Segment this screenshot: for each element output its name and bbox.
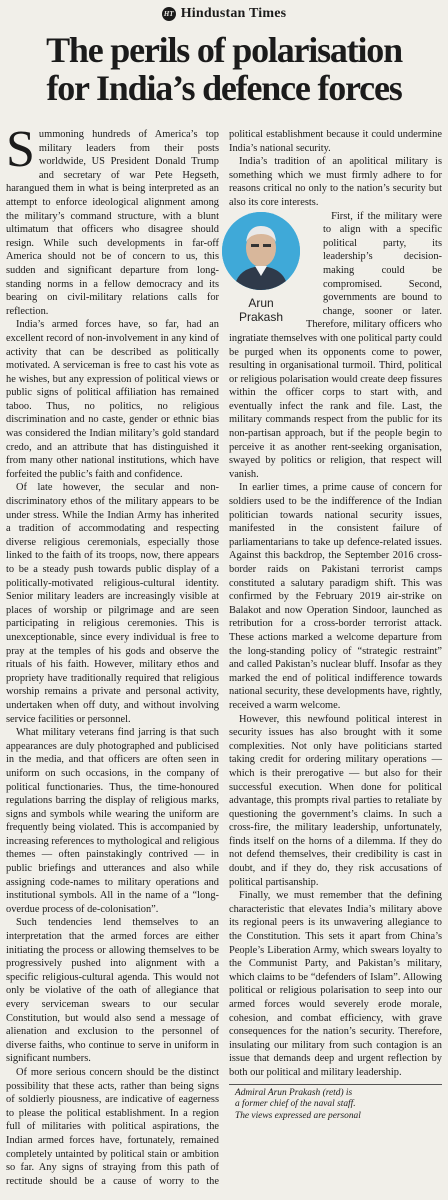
author-portrait-box: [209, 212, 313, 344]
paragraph-1: Summoning hundreds of America’s top military leaders from their posts worldwide, US President Donald Trump and secretary of war Pete Hegseth, harangued them in what is being interpreted as an attempt to enforce ideological alignment among the military’s command structure, with a blunt ultimatum that officers who disagree should resign. While such developments in far-off America should not be of concern to us, this sudden and significant departure from long-standing norms in a fellow democracy and its bearing on civil-military relations calls for reflection.: [6, 121, 219, 317]
paragraph-2: India’s armed forces have, so far, had an excellent record of non-involvement in any kind of activity that can be described as politically motivated. A serviceman is free to cast his vote as he wishes, but any expression of political views or public signs of political affiliation has remained taboo. Thus, no politics, no religious discrimination and no caste, gender or ethnic bias was considered the Indian military’s gold standard credo, and an attribute that has distinguished it from many other national institutions, which have forfeited the public’s faith and confidence.: [6, 319, 219, 480]
newspaper-name: Hindustan Times: [180, 6, 287, 21]
newspaper-logo-icon: HT: [162, 7, 176, 21]
paragraph-11: Finally, we must remember that the defining characteristic that elevates India’s military above its regional peers is its unwavering allegiance to the Constitution. This sets it apart from China’s People’s Liberation Army, which swears loyalty to the Communist Party, and Pakistan’s military, which claims to be “defenders of Islam”. Allowing political or religious polarisation to seep into our armed forces would severely erode morale, cohesion, and combat efficiency, with grave consequences for the nation’s security. Therefore, insulating our military from such contagion is an issue that demands deep and urgent reflection by both our political and military leadership.: [229, 890, 442, 1078]
author-portrait: [222, 212, 300, 290]
paragraph-7: India’s tradition of an apolitical military is something which we must firmly adhere to for reasons critical no only to the nation’s security but also its core interests.: [229, 156, 442, 208]
paragraph-9: In earlier times, a prime cause of concern for soldiers used to be the indifference of the Indian politician towards national security issues, manifested in the consistent failure of parliamentarians to take up defence-related issues. Against this backdrop, the September 2016 cross-border raids on Pakistani terrorist camps constituted a salutary paradigm shift. This was confirmed by the February 2019 air-strike on Balakot and now Operation Sindoor, launched as retribution for a cross-border terrorist attack. These actions marked a welcome departure from the long-standing policy of “strategic restraint” and called Pakistan’s nuclear bluff. Insofar as they marked the end of political indifference towards national security, these developments have, rightly, received a warm welcome.: [229, 482, 442, 711]
paragraph-10: However, this newfound political interest in security issues has also brought with it some complexities. Not only have politicians started taking credit for ordering military operations — which is their prerogative — but also for their successful execution. When done for political advantage, this prompts rival parties to retaliate by questioning the government’s claims. In such a cross-fire, the military leadership, unfortunately, finds itself on the horns of a dilemma. If they do not defend themselves, their credibility is cast in doubt, and if they do, they risk accusations of political partisanship.: [229, 713, 442, 888]
author-last-name: Prakash: [238, 309, 284, 324]
paragraph-4: What military veterans find jarring is that such appearances are duly photographed and publicised in the media, and that officers are often seen in uniform on such occasions, in the company of political functionaries. Thus, the time-honoured regulations barring the display of religious marks, signs and symbols while wearing the uniform are frequently being violated. This is accompanied by increasing references to mythological and religious themes — often painstakingly contrived — in public briefings and utterances and also while assigning code-names to military operations and institutional symbols. All in the name of a “long-overdue process of de-colonisation”.: [6, 727, 219, 915]
author-portrait-icon: [222, 212, 300, 290]
headline-line-2: for India’s defence forces: [46, 68, 402, 108]
headline-line-1: The perils of polarisation: [46, 30, 402, 70]
paragraph-5: Such tendencies lend themselves to an interpretation that the armed forces are either initiating the process or allowing themselves to be progressively pushed into alignment with a specific religious-cultural agenda. This would not only be violative of the oath of allegiance that every serviceman swears to our secular Constitution, but would also send a message of alienation and exclusion to the personnel of diverse faiths, who continue to serve in uniform in significant numbers.: [6, 917, 219, 1065]
paragraph-3: Of late however, the secular and non-discriminatory ethos of the military appears to be under stress. While the Indian Army has inherited a tradition of accommodating and respecting diverse religious ceremonials, especially those linked to the faith of its troops, now, there appears to be a steady push towards public display of a politically-motivated religious-cultural identity. Senior military leaders are increasingly visible at places of worship or pilgrimage and are seen participating in religious ceremonies. This is unexceptionable, since every individual is free to pray at the temples of his gods and observe the rituals of his faith. However, military ethos and propriety have traditionally required that religious worship remains a private and personal activity, undertaken when off duty, and without involving service facilities or personnel.: [6, 482, 219, 725]
masthead: [0, 0, 448, 25]
article-body: [6, 121, 442, 1190]
paragraph-6: Of more serious concern should be the distinct possibility that these acts, rather than being signs of soldierly piousness, are indicative of eagerness to please the political establishment. In a region full of militaries with political aspirations, the Indian armed forces have, fortunately, remained completely untainted by political stain or ambition so far. Any signs of straying from this path of rectitude should be a cause of worry to the political establishment because it could undermine India’s national security.: [6, 129, 442, 1187]
drop-cap: S: [6, 121, 35, 178]
author-first-name: Arun: [248, 295, 274, 310]
article-headline: [6, 31, 442, 107]
paragraph-8: First, if the military were to align with a specific political party, its leadership’s decision-making could be compromised. Second, governments are bound to change, sooner or later. Therefore, military officers who ingratiate themselves with one political party could be purged when its opponents come to power, resulting in organisational turmoil. Third, political or religious polarisation would create deep fissures within the officer corps to start with, and eventually infect the rank and file. Last, the military commands respect from the public for its non-partisan approach, but if the people begin to perceive it as another rent-seeking organisation, swayed by politics or religion, that respect will vanish.: [229, 210, 442, 480]
author-bio-note: Admiral Arun Prakash (retd) is a former chief of the naval staff. The views expressed are personal: [229, 1084, 442, 1123]
